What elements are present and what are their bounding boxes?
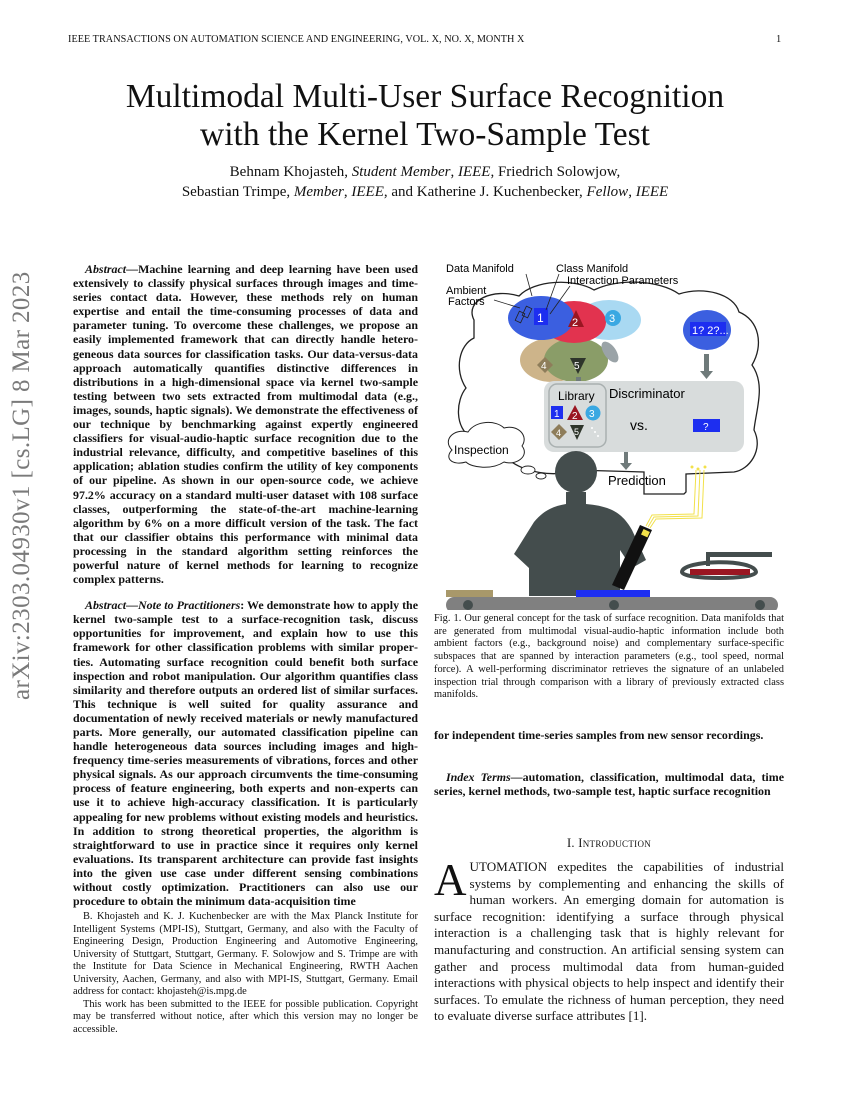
title-line-1: Multimodal Multi-User Surface Recognition (125, 78, 725, 115)
author-list (0, 162, 850, 202)
abstract-text: —Machine learning and deep learning have been used extensively to classify physical surfaces through images and time-series contact data. However, these methods rely on human expertise and entail the time-consuming processes of data and parameter tuning. To overcome these challenges, we propose an easily implemented framework that can directly handle heterogeneous data sources for classification tasks. Our data-versus-data approach automatically quantifies distinctive differences in distributions in a high-dimensional space via kernel two-sample testing between two sets extracted from multimodal data (e.g., images, sounds, haptic signals). We demonstrate the effectiveness of our technique by benchmarking against expertly engineered classifiers for visual-audio-haptic surface recognition due to the industrial relevance, difficulty, and competitive baselines of this application; ablation studies confirm the utility of key components of our pipeline. As shown in our open-source code, we achieve 97.2% accuracy on a standard multi-user dataset with 108 surface classes, outperforming the state-of-the-art machine-learning algorithm by 6% on a more difficult version of the task. The fact that our classifier obtains this performance with minimal data processing in the standard algorithm setting reinforces the powerful nature of kernel methods for learning to recognize complex patterns. (73, 262, 418, 587)
index-terms-text: —automation, classification, multimodal data, time series, kernel methods, two-sample test, haptic surface recognition (434, 769, 784, 799)
surface-sample-blue (576, 590, 650, 597)
separator: , (343, 184, 352, 200)
author-name: Behnam Khojasteh, (229, 164, 352, 180)
footnotes (73, 911, 418, 1036)
section-title: Introduction (578, 836, 652, 851)
class-5-label: 5 (574, 361, 580, 372)
author-role: Student Member (351, 164, 451, 180)
library-label: Library (558, 389, 595, 403)
vs-label: vs. (630, 417, 648, 433)
library-class-4: 4 (556, 428, 562, 438)
figure-caption: Fig. 1. Our general concept for the task of surface recognition. Data manifolds that are generated from multimodal visual-audio-haptic information include both ambient factors (e.g., background noise) and complementary surface-specific subspaces that are spanned by interaction parameters (e.g., tool speed, normal force). A well-performing discriminator retrieves the signature of an unlabeled inspection trial through comparison with a library of previously extracted class manifolds. (434, 613, 784, 701)
author-line-2 (0, 182, 850, 202)
right-column (434, 260, 784, 1025)
ambient-label: Ambient (446, 285, 487, 297)
data-manifold-label: Data Manifold (446, 263, 514, 275)
page-number: 1 (776, 34, 782, 45)
author-org: IEEE (457, 164, 491, 180)
person-head (555, 451, 597, 493)
author-org: IEEE (635, 184, 669, 200)
class-2-label: 2 (572, 317, 579, 329)
unknown-sample-label: 1? 2?... (692, 325, 729, 337)
abstract-lead: Abstract (85, 262, 127, 276)
abstract-continuation: for independent time-series samples from new sensor recordings. (434, 727, 764, 742)
drop-cap: A (434, 855, 467, 906)
separator: , (628, 184, 636, 200)
library-class-3: 3 (589, 409, 595, 420)
note-to-practitioners (73, 598, 418, 908)
note-text: : We demonstrate how to apply the kernel two-sample test to a surface-recognition task, discuss opportunities for improvement, and explain how to use this framework for other classification problems with similar properties. Automating surface recognition could benefit both surface inspection and robot manipulation. Our algorithm quantifies class similarity and therefore outputs an ordered list of similar surfaces. This technique is well suited for quality assurance and documentation of newly received materials or newly manufactured parts. More generally, our automated classification pipeline can handle heterogeneous data sources including images and high-frequency time-series measurements of vibrations, forces and other physical signals. As our approach circumvents the time-consuming process of feature engineering, both experts and non-experts can use it to achieve high-accuracy classification. It is particularly appealing for new problems without existing models and heuristics. In addition to strong theoretical properties, the algorithm is straightforward to use in practice since it requires only kernel evaluations. Its transparent architecture can provide fast insights into the given use case under different sensing combinations without costly optimization. Practitioners can also use our procedure to obtain the minimum data-acquisition time (73, 598, 418, 909)
author-role: Fellow (586, 184, 629, 200)
paper-title (0, 78, 850, 154)
concept-diagram (434, 260, 790, 610)
factors-label: Factors (448, 296, 485, 308)
submission-footnote: This work has been submitted to the IEEE for possible publication. Copyright may be transferred without notice, after which this version may no longer be accessible. (73, 998, 418, 1035)
library-class-2: 2 (572, 411, 578, 422)
author-line-1 (0, 162, 850, 182)
note-lead: Abstract—Note to Practitioners (85, 598, 241, 613)
inspection-label: Inspection (454, 443, 509, 457)
author-org: IEEE (351, 184, 384, 200)
section-heading (434, 836, 784, 851)
intro-text: UTOMATION expedites the capabilities of industrial systems by complementing and enhancing the skills of human workers. An emerging domain for automation is surface recognition: identifying a surface through physical interaction is a challenging task that is highly relevant for manufacturing and construction. An artificial sensing system can gather and process multimodal data from human-guided interactions with physical objects to help inspect and identify their surfaces. To emulate the richness of human perception, they need to evaluate diverse surface attributes [1]. (434, 859, 784, 1024)
left-column (73, 262, 418, 908)
query-label: ? (703, 422, 709, 433)
class-3-label: 3 (609, 313, 616, 325)
separator: , (450, 164, 458, 180)
interaction-parameters-label: Interaction Parameters (567, 275, 679, 287)
figure-1 (434, 260, 790, 610)
class-4-label: 4 (541, 361, 547, 372)
abstract (73, 262, 418, 586)
arxiv-stamp: arXiv:2303.04930v1 [cs.LG] 8 Mar 2023 (8, 271, 35, 700)
author-role: Member (293, 184, 344, 200)
affiliation-footnote: B. Khojasteh and K. J. Kuchenbecker are with the Max Planck Institute for Intelligent Systems (MPI-IS), Stuttgart, Germany, and also with the Faculty of Engineering Design, Production Engineering and Automotive Engineering, University of Stuttgart, Stuttgart, Germany. F. Solowjow and S. Trimpe are with the Institute for Data Science in Mechanical Engineering, RWTH Aachen University, Aachen, Germany, and also with MPI-IS, Stuttgart, Germany. Email address for contact: khojasteh@is.mpg.de (73, 911, 418, 998)
library-class-5: 5 (574, 427, 580, 437)
running-head: IEEE TRANSACTIONS ON AUTOMATION SCIENCE AND ENGINEERING, VOL. X, NO. X, MONTH X (68, 34, 525, 45)
index-terms (434, 770, 784, 798)
class-manifold-label: Class Manifold (556, 263, 629, 275)
library-class-1: 1 (554, 409, 560, 420)
author-name: Sebastian Trimpe, (181, 184, 294, 200)
discriminator-label: Discriminator (609, 386, 685, 401)
class-1-label: 1 (537, 311, 544, 325)
author-name: , Friedrich Solowjow, (490, 164, 621, 180)
author-name: , and Katherine J. Kuchenbecker, (383, 184, 587, 200)
title-line-2: with the Kernel Two-Sample Test (200, 116, 650, 153)
surface-sample-red (690, 569, 750, 575)
index-terms-lead: Index Terms (446, 769, 511, 784)
prediction-label: Prediction (608, 473, 666, 488)
introduction-paragraph (434, 855, 784, 1025)
section-number: I. (566, 836, 579, 851)
surface-sample-tan (446, 590, 493, 597)
